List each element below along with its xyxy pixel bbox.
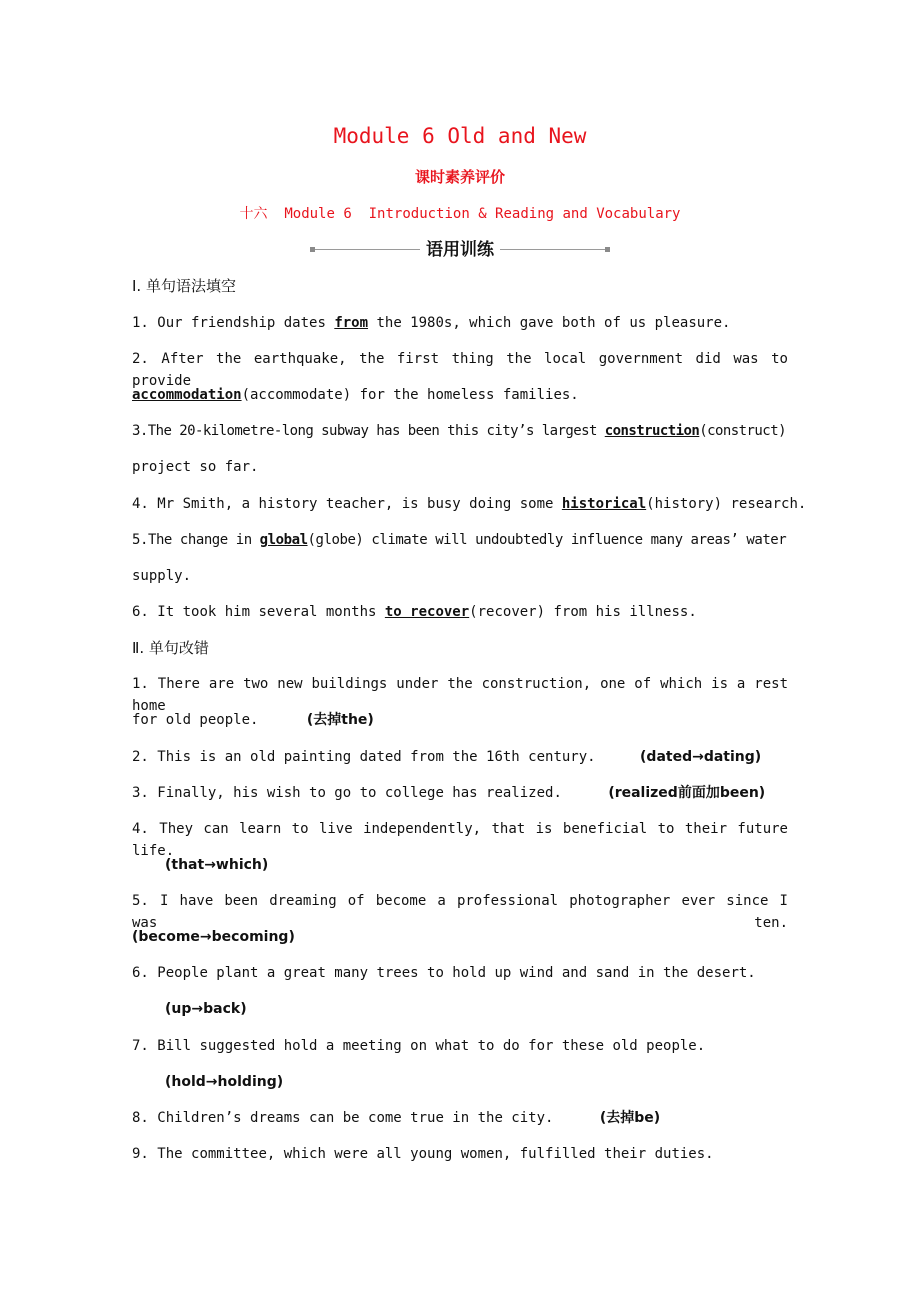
question-correct-4-cont [165, 854, 821, 876]
question-text: Bill suggested hold a meeting on what to do for these old people. [157, 1038, 706, 1054]
banner-label: 语用训练 [426, 240, 494, 260]
question-text: (globe) climate will undoubtedly influence many areas’ water [307, 532, 787, 548]
question-number: 4. [132, 821, 149, 837]
question-text: Our friendship dates [157, 315, 335, 331]
page-subtitle: 课时素养评价 [414, 168, 505, 186]
question-text: There are two new buildings under the construction, one of which is a rest home [132, 676, 788, 714]
section-heading-error-correction: Ⅱ. 单句改错 [132, 639, 209, 657]
correction-answer: (become→becoming) [132, 929, 295, 945]
question-number: 1. [132, 676, 149, 692]
question-fill-3-cont [132, 456, 788, 478]
question-text: project so far. [132, 459, 259, 475]
lesson-title: 十六 Module 6 Introduction & Reading and Vocabulary [239, 206, 681, 222]
question-text: (recover) from his illness. [469, 604, 697, 620]
question-number: 3. [132, 785, 149, 801]
question-correct-6 [132, 962, 788, 984]
question-text: After the earthquake, the first thing the local government did was to provide [132, 351, 788, 389]
question-text: Children’s dreams can be come true in the city. [157, 1110, 554, 1126]
question-number: 6. [132, 604, 149, 620]
question-fill-1 [132, 312, 788, 334]
correction-answer: (去掉be) [599, 1110, 661, 1126]
question-text: (construct) [699, 423, 786, 439]
question-text: The change in [147, 532, 260, 548]
question-fill-4 [132, 493, 807, 515]
question-number: 8. [132, 1110, 149, 1126]
answer-blank: accommodation [132, 387, 242, 403]
correction-answer: (realized前面加been) [608, 785, 766, 801]
question-text: The 20-kilometre-long subway has been this city’s largest [147, 423, 605, 439]
question-text: They can learn to live independently, that is beneficial to their future life. [132, 821, 788, 859]
question-correct-7-cont [165, 1071, 821, 1093]
question-text: This is an old painting dated from the 16th century. [157, 749, 596, 765]
question-number: 9. [132, 1146, 149, 1162]
correction-answer: (hold→holding) [165, 1074, 284, 1090]
question-number: 5. [132, 532, 148, 548]
answer-blank: from [334, 315, 369, 331]
question-fill-6 [132, 601, 788, 623]
question-correct-1-cont [132, 709, 788, 731]
answer-blank: to recover [384, 604, 470, 620]
answer-blank: historical [561, 496, 647, 512]
question-correct-5-cont [132, 926, 788, 948]
section-banner [310, 238, 610, 262]
question-number: 1. [132, 315, 149, 331]
answer-blank: construction [604, 423, 700, 439]
question-text: It took him several months [157, 604, 385, 620]
question-correct-6-cont [165, 998, 821, 1020]
question-number: 3. [132, 423, 148, 439]
question-correct-7 [132, 1035, 788, 1057]
question-text: supply. [132, 568, 192, 584]
question-fill-2-cont [132, 384, 788, 406]
question-fill-3 [132, 420, 788, 442]
question-text: the 1980s, which gave both of us pleasure. [368, 315, 731, 331]
section-heading-fill-in: Ⅰ. 单句语法填空 [132, 277, 236, 295]
answer-blank: global [259, 532, 308, 548]
question-fill-5-cont [132, 565, 788, 587]
correction-answer: (up→back) [165, 1001, 247, 1017]
banner-left-line [315, 249, 420, 250]
page-title: Module 6 Old and New [333, 124, 587, 148]
question-number: 7. [132, 1038, 149, 1054]
question-fill-5 [132, 529, 788, 551]
question-text: I have been dreaming of become a professional photographer ever since I was ten. [132, 893, 788, 931]
question-text: Mr Smith, a history teacher, is busy doing some [157, 496, 562, 512]
question-text: for old people. [132, 712, 259, 728]
banner-right-line [500, 249, 605, 250]
correction-answer: (去掉the) [306, 712, 374, 728]
question-correct-9 [132, 1143, 788, 1165]
question-correct-8 [132, 1107, 788, 1129]
question-number: 4. [132, 496, 149, 512]
question-text: The committee, which were all young women, fulfilled their duties. [157, 1146, 714, 1162]
banner-right-dot [605, 247, 610, 252]
question-text: (history) research. [646, 496, 807, 512]
question-number: 5. [132, 893, 149, 909]
question-number: 2. [132, 749, 149, 765]
question-number: 2. [132, 351, 149, 367]
correction-answer: (dated→dating) [640, 749, 762, 765]
question-correct-3 [132, 782, 788, 804]
question-text: People plant a great many trees to hold up wind and sand in the desert. [157, 965, 756, 981]
question-text: (accommodate) for the homeless families. [241, 387, 579, 403]
question-text: Finally, his wish to go to college has realized. [157, 785, 562, 801]
question-number: 6. [132, 965, 149, 981]
question-correct-2 [132, 746, 788, 768]
correction-answer: (that→which) [165, 857, 269, 873]
